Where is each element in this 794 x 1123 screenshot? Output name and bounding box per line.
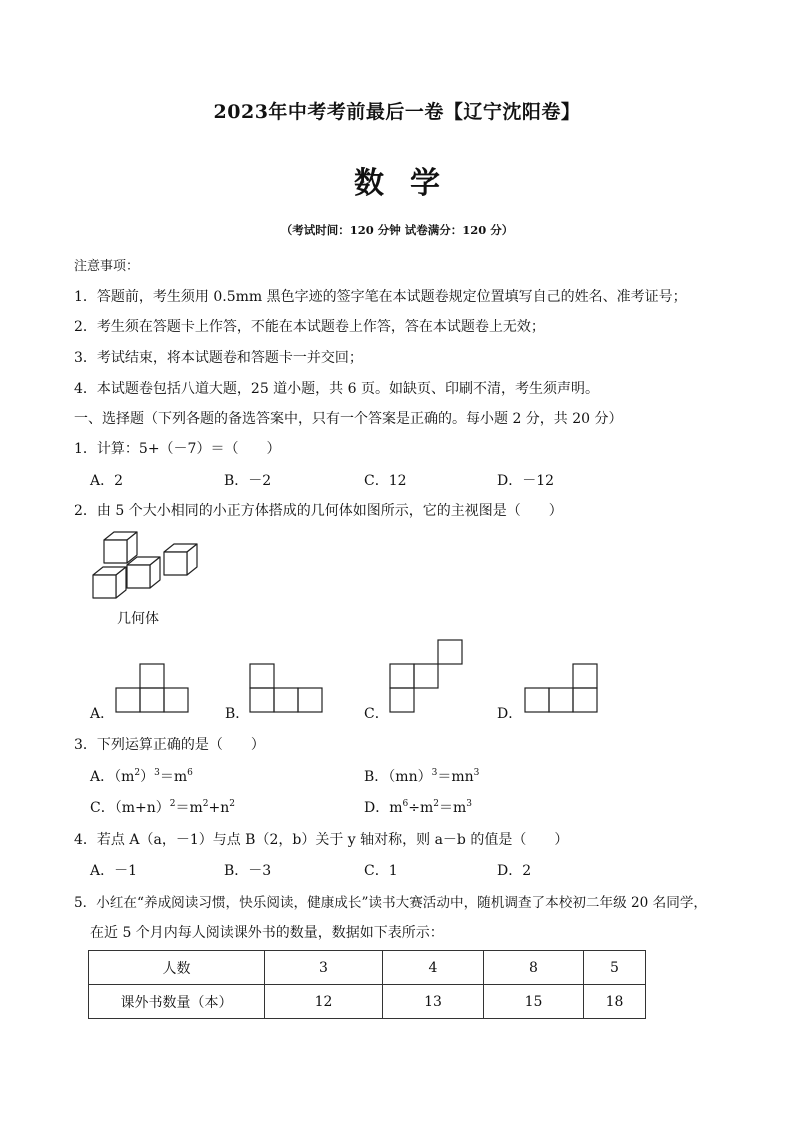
table-cell: 8: [484, 951, 584, 985]
q1-option-a: A．2: [90, 473, 124, 489]
q3-c-eq: ＝m: [175, 800, 203, 816]
q2-option-b-label: B．: [225, 706, 250, 722]
notice-item-1: 1．答题前，考生须用 0.5mm 黑色字迹的签字笔在本试题卷规定位置填写自己的姓名、准考证号；: [74, 289, 687, 305]
q3-stem: 3．下列运算正确的是（ ）: [74, 737, 265, 753]
q3-option-a: [90, 766, 193, 786]
q3-d-exp3: 3: [466, 799, 473, 809]
q3-b-base: （mn）: [388, 769, 432, 785]
q4-stem: 4．若点 A（a，－1）与点 B（2，b）关于 y 轴对称，则 a－b 的值是（ ）: [74, 832, 569, 848]
table-cell: 5: [584, 951, 646, 985]
q3-option-c: [90, 797, 235, 817]
notice-item-3: 3．考试结束，将本试题卷和答题卡一并交回；: [74, 350, 363, 366]
q1-stem: 1．计算：5+（－7）＝（ ）: [74, 441, 281, 457]
q2-figure-caption: 几何体: [117, 611, 159, 627]
q4-option-c: C．1: [364, 863, 398, 879]
q3-c-exp1: 2: [169, 799, 176, 809]
q1-option-b: B．－2: [224, 473, 272, 489]
table-cell: 18: [584, 985, 646, 1019]
table-cell: 3: [265, 951, 383, 985]
table-cell: 15: [484, 985, 584, 1019]
q3-a-eq: ＝m: [159, 769, 188, 785]
q2-stem: 2．由 5 个大小相同的小正方体搭成的几何体如图所示，它的主视图是（ ）: [74, 503, 563, 519]
table-cell: 4: [383, 951, 484, 985]
q2-option-a-label: A．: [90, 706, 115, 722]
q3-d-exp1: 6: [402, 799, 409, 809]
q3-b-exp1: 3: [431, 768, 438, 778]
q3-a-mid: ）: [140, 769, 155, 785]
q3-d-div: ÷m: [408, 800, 434, 816]
subject-title: 数学: [354, 166, 466, 201]
q4-option-b: B．－3: [224, 863, 272, 879]
table-cell: 课外书数量（本）: [89, 985, 265, 1019]
q1-option-d: D．－12: [497, 473, 555, 489]
q3-b-label: B．: [364, 769, 389, 785]
exam-info: （考试时间：120 分钟 试卷满分：120 分）: [280, 223, 514, 237]
q3-c-label: C．: [90, 800, 115, 816]
notice-item-2: 2．考生须在答题卡上作答，不能在本试题卷上作答，答在本试题卷上无效；: [74, 319, 545, 335]
q3-option-b: [364, 766, 479, 786]
q4-option-d: D．2: [497, 863, 532, 879]
q3-c-base: （m+n）: [114, 800, 170, 816]
q2-option-a-figure: [116, 663, 190, 713]
q2-option-d-label: D．: [497, 706, 523, 722]
q2-option-c-figure: [390, 639, 464, 713]
q3-d-exp2: 2: [433, 799, 439, 809]
q2-option-c-label: C．: [364, 706, 389, 722]
q2-option-b-figure: [250, 663, 324, 713]
q3-d-eq: ＝m: [439, 800, 467, 816]
table-cell: 人数: [89, 951, 265, 985]
q3-c-exp2: 2: [202, 799, 209, 809]
q2-option-d-figure: [525, 663, 599, 713]
notice-heading: 注意事项：: [74, 259, 140, 274]
q3-option-d: [364, 797, 472, 817]
q3-a-exp2: 3: [154, 768, 160, 778]
q3-a-base: （m: [114, 769, 135, 785]
table-cell: 12: [265, 985, 383, 1019]
q3-d-label: D．: [364, 800, 390, 816]
q3-a-exp1: 2: [134, 768, 141, 778]
q5-stem-line1: 5．小红在“养成阅读习惯，快乐阅读，健康成长”读书大赛活动中，随机调查了本校初二年级 20 名同学，: [74, 895, 708, 911]
q3-b-exp2: 3: [473, 768, 480, 778]
q3-d-base: m: [389, 800, 403, 816]
q5-data-table: [88, 950, 646, 1019]
q3-c-plus: +n: [208, 800, 230, 816]
q3-b-eq: ＝mn: [437, 769, 474, 785]
q2-solid-figure: [88, 530, 208, 602]
section-heading: 一、选择题（下列各题的备选答案中，只有一个答案是正确的。每小题 2 分，共 20 分）: [74, 411, 623, 427]
q3-a-label: A．: [90, 769, 115, 785]
table-row: [89, 951, 646, 985]
notice-item-4: 4．本试题卷包括八道大题，25 道小题，共 6 页。如缺页、印刷不清，考生须声明。: [74, 381, 599, 397]
q3-c-exp3: 2: [229, 799, 235, 809]
q3-a-exp3: 6: [187, 768, 193, 778]
table-row: [89, 985, 646, 1019]
table-cell: 13: [383, 985, 484, 1019]
q5-stem-line2: 在近 5 个月内每人阅读课外书的数量，数据如下表所示：: [90, 925, 444, 941]
exam-title: 2023年中考考前最后一卷【辽宁沈阳卷】: [213, 101, 581, 123]
q4-option-a: A．－1: [90, 863, 138, 879]
q1-option-c: C．12: [364, 473, 407, 489]
